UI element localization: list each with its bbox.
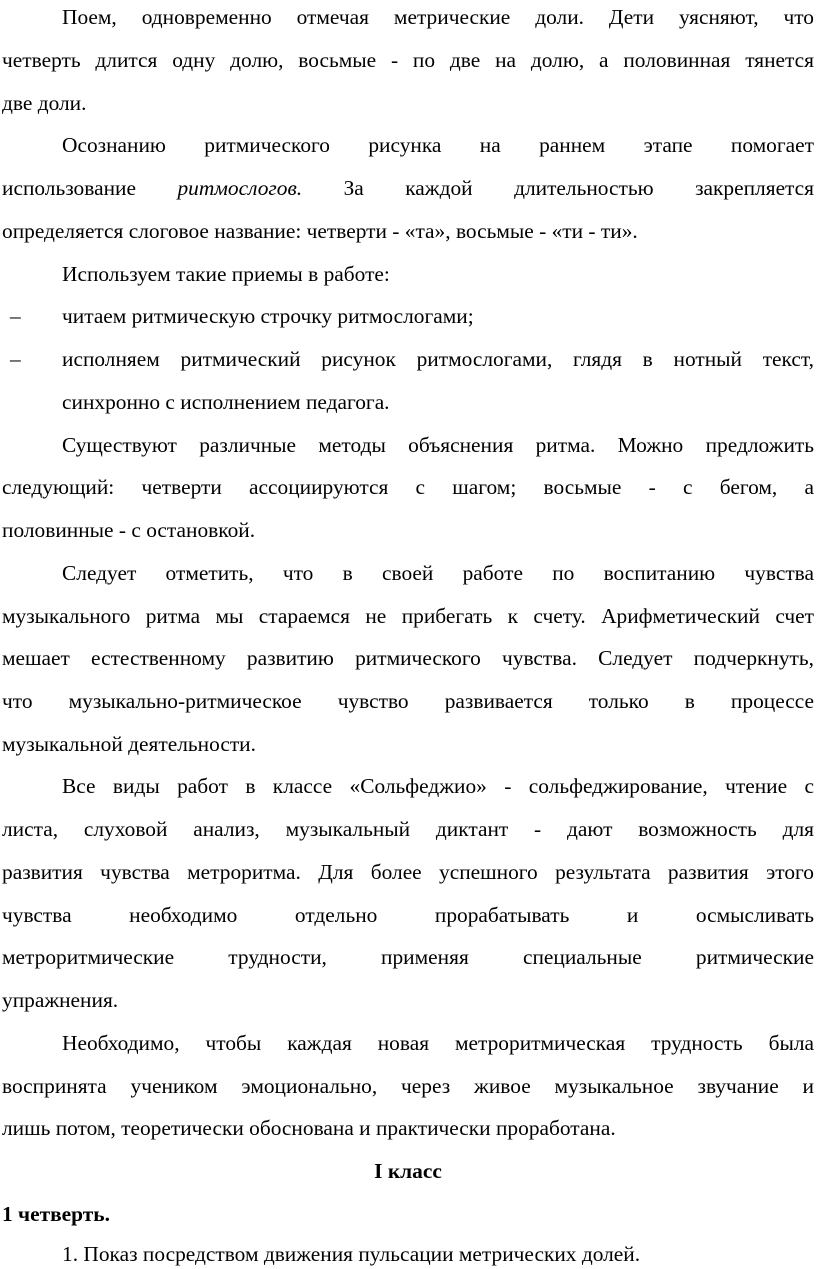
- p5-line-2: музыкального ритма мы стараемся не прибегать к счету. Арифметический счет: [2, 604, 814, 628]
- p2-line-3: определяется слоговое название: четверти - «та», восьмые - «ти - ти».: [2, 219, 638, 243]
- p6-line-6: упражнения.: [2, 988, 119, 1012]
- p5-line-1: Следует отметить, что в своей работе по воспитанию чувства: [62, 561, 814, 585]
- p7-line-1: Необходимо, чтобы каждая новая метроритмическая трудность была: [62, 1031, 814, 1055]
- p7-line-2: воспринята учеником эмоционально, через живое музыкальное звучание и: [2, 1074, 814, 1098]
- p1-line-2: четверть длится одну долю, восьмые - по две на долю, а половинная тянется: [2, 48, 814, 72]
- p5-line-3: мешает естественному развитию ритмического чувства. Следует подчеркнуть,: [2, 646, 814, 670]
- p4-line-2: следующий: четверти ассоциируются с шагом; восьмые - с бегом, а: [2, 475, 814, 499]
- p4-line-1: Существуют различные методы объяснения ритма. Можно предложить: [62, 433, 814, 457]
- bullet-item-2-line-2: синхронно с исполнением педагога.: [62, 390, 390, 414]
- dash-icon: –: [10, 347, 21, 371]
- bullet-item-2-line-1: исполняем ритмический рисунок ритмослогами, глядя в нотный текст,: [62, 347, 814, 371]
- p6-line-3: развития чувства метроритма. Для более успешного результата развития этого: [2, 860, 814, 884]
- p2-line-1: Осознанию ритмического рисунка на раннем этапе помогает: [62, 133, 814, 157]
- p5-line-5: музыкальной деятельности.: [2, 732, 256, 756]
- p6-line-2: листа, слуховой анализ, музыкальный диктант - дают возможность для: [2, 817, 814, 841]
- quarter-subheading: 1 четверть.: [2, 1202, 110, 1226]
- p5-line-4: что музыкально-ритмическое чувство развивается только в процессе: [2, 689, 814, 713]
- p2-line-2: [2, 173, 814, 203]
- p6-line-4: чувства необходимо отдельно прорабатывать и осмысливать: [2, 903, 814, 927]
- dash-icon: –: [10, 304, 21, 328]
- section-heading: I класс: [374, 1159, 442, 1183]
- term-ritmoslogi: ритмослогов.: [177, 176, 303, 200]
- p3-line-1: Используем такие приемы в работе:: [62, 262, 390, 286]
- p6-line-5: метроритмические трудности, применяя специальные ритмические: [2, 945, 814, 969]
- p7-line-3: лишь потом, теоретически обоснована и практически проработана.: [2, 1116, 616, 1140]
- p2-line-2-after: За каждой длительностью закрепляется: [343, 176, 815, 200]
- bullet-item-1: читаем ритмическую строчку ритмослогами;: [62, 304, 474, 328]
- p2-line-2-before: использование: [2, 176, 136, 200]
- p4-line-3: половинные - с остановкой.: [2, 518, 256, 542]
- p6-line-1: Все виды работ в классе «Сольфеджио» - сольфеджирование, чтение с: [62, 774, 814, 798]
- list-item-1: 1. Показ посредством движения пульсации метрических долей.: [62, 1242, 641, 1266]
- p1-line-1: Поем, одновременно отмечая метрические доли. Дети уясняют, что: [62, 5, 814, 29]
- p1-line-3: две доли.: [2, 91, 87, 115]
